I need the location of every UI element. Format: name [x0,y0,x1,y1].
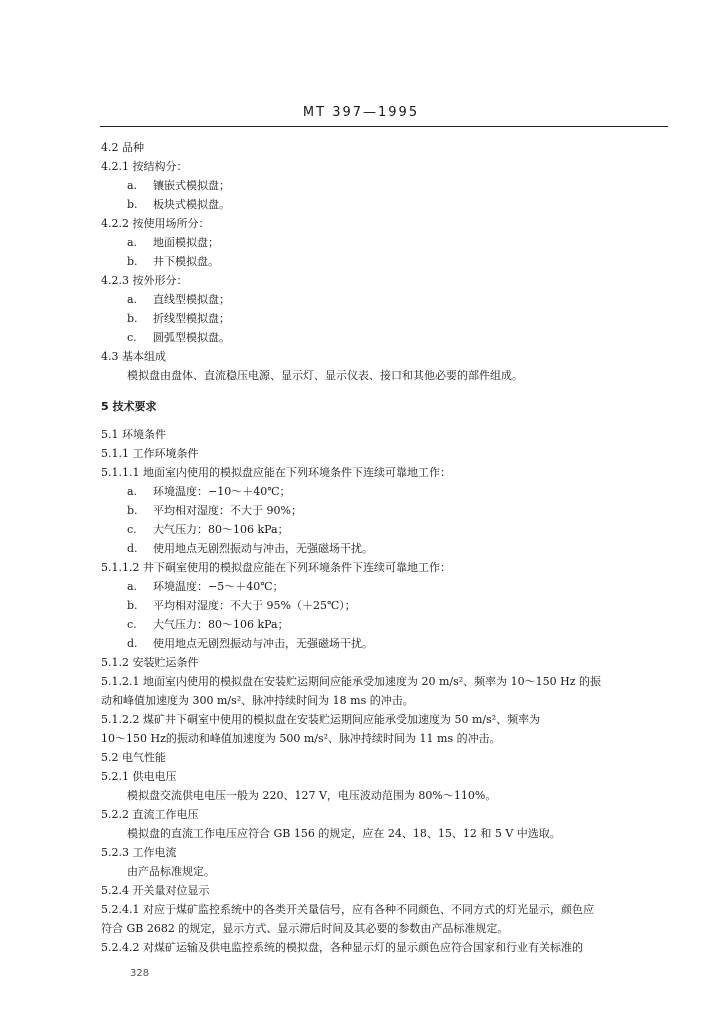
paragraph: 模拟盘由盘体、直流稳压电源、显示灯、显示仪表、接口和其他必要的部件组成。 [127,369,523,382]
list-item [127,179,230,193]
list-item [127,198,230,212]
section-5-2-1: 5.2.1 供电电压 [101,770,177,783]
section-4-2: 4.2 品种 [101,141,144,154]
list-item [127,255,219,269]
list-item [127,236,219,250]
section-5-heading: 5 技术要求 [101,400,157,413]
section-5-2-4: 5.2.4 开关量对位显示 [101,884,210,897]
item-label: b. [127,198,138,211]
item-label: a. [127,236,138,249]
item-label: d. [127,542,138,555]
section-5-1-2: 5.1.2 安装贮运条件 [101,656,199,669]
item-text: 直线型模拟盘； [153,293,230,306]
item-label: a. [127,580,138,593]
item-text: 大气压力：80～106 kPa； [153,523,289,536]
item-text: 地面模拟盘； [153,236,219,249]
list-item [127,542,373,556]
section-5-2-2: 5.2.2 直流工作电压 [101,808,199,821]
list-item [127,618,289,632]
section-4-3: 4.3 基本组成 [101,350,166,363]
item-text: 环境温度：−5～＋40℃； [153,580,284,593]
list-item [127,293,230,307]
section-4-2-2: 4.2.2 按使用场所分： [101,217,210,230]
item-label: a. [127,485,138,498]
section-5-1: 5.1 环境条件 [101,428,166,441]
list-item [127,485,291,499]
section-5-1-1-2: 5.1.1.2 井下硐室使用的模拟盘应能在下列环境条件下连续可靠地工作： [101,561,451,574]
item-label: c. [127,331,137,344]
item-label: c. [127,618,137,631]
section-5-1-2-2: 5.1.2.2 煤矿井下硐室中使用的模拟盘在安装贮运期间应能承受加速度为 50 m/s²、频率为 [101,713,541,726]
list-item [127,523,289,537]
list-item [127,637,373,651]
item-label: b. [127,504,138,517]
item-text: 圆弧型模拟盘。 [153,331,230,344]
item-label: b. [127,255,138,268]
section-5-1-1: 5.1.1 工作环境条件 [101,447,199,460]
list-item [127,331,230,345]
paragraph-continued: 动和峰值加速度为 300 m/s²、脉冲持续时间为 18 ms 的冲击。 [101,694,414,707]
section-4-2-3: 4.2.3 按外形分： [101,274,188,287]
list-item [127,580,284,594]
paragraph-continued: 符合 GB 2682 的规定，显示方式、显示滞后时间及其必要的参数由产品标准规定。 [101,922,509,935]
item-text: 使用地点无剧烈振动与冲击，无强磁场干扰。 [153,637,373,650]
list-item [127,599,356,613]
standard-code-header: MT 397—1995 [302,105,420,120]
section-5-1-2-1: 5.1.2.1 地面室内使用的模拟盘在安装贮运期间应能承受加速度为 20 m/s²、频率为 10～150 Hz 的振 [101,675,602,688]
section-5-2-3: 5.2.3 工作电流 [101,846,177,859]
section-5-2: 5.2 电气性能 [101,751,166,764]
item-text: 大气压力：80～106 kPa； [153,618,289,631]
item-text: 板块式模拟盘。 [153,198,230,211]
item-text: 平均相对湿度：不大于 95%（＋25℃）； [153,599,356,612]
item-label: a. [127,293,138,306]
item-label: c. [127,523,137,536]
list-item [127,312,230,326]
paragraph: 由产品标准规定。 [127,865,215,878]
paragraph: 模拟盘交流供电电压一般为 220、127 V，电压波动范围为 80%～110%。 [127,789,497,802]
page-number: 328 [130,968,150,979]
item-text: 使用地点无剧烈振动与冲击，无强磁场干扰。 [153,542,373,555]
section-5-2-4-2: 5.2.4.2 对煤矿运输及供电监控系统的模拟盘，各种显示灯的显示颜色应符合国家和行业有关标准的 [101,941,583,954]
header-rule [100,126,668,127]
item-text: 折线型模拟盘； [153,312,230,325]
section-5-2-4-1: 5.2.4.1 对应于煤矿监控系统中的各类开关量信号，应有各种不同颜色、不同方式的灯光显示，颜色应 [101,903,594,916]
item-label: a. [127,179,138,192]
item-label: d. [127,637,138,650]
paragraph: 模拟盘的直流工作电压应符合 GB 156 的规定，应在 24、18、15、12 和 5 V 中选取。 [127,827,561,840]
paragraph-continued: 10～150 Hz的振动和峰值加速度为 500 m/s²、脉冲持续时间为 11 ms 的冲击。 [101,732,501,745]
section-4-2-1: 4.2.1 按结构分： [101,160,188,173]
item-text: 镶嵌式模拟盘； [153,179,230,192]
item-label: b. [127,312,138,325]
item-text: 平均相对湿度：不大于 90%； [153,504,302,517]
list-item [127,504,302,518]
item-text: 环境温度：−10～＋40℃； [153,485,291,498]
item-text: 井下模拟盘。 [153,255,219,268]
section-5-1-1-1: 5.1.1.1 地面室内使用的模拟盘应能在下列环境条件下连续可靠地工作： [101,466,451,479]
item-label: b. [127,599,138,612]
